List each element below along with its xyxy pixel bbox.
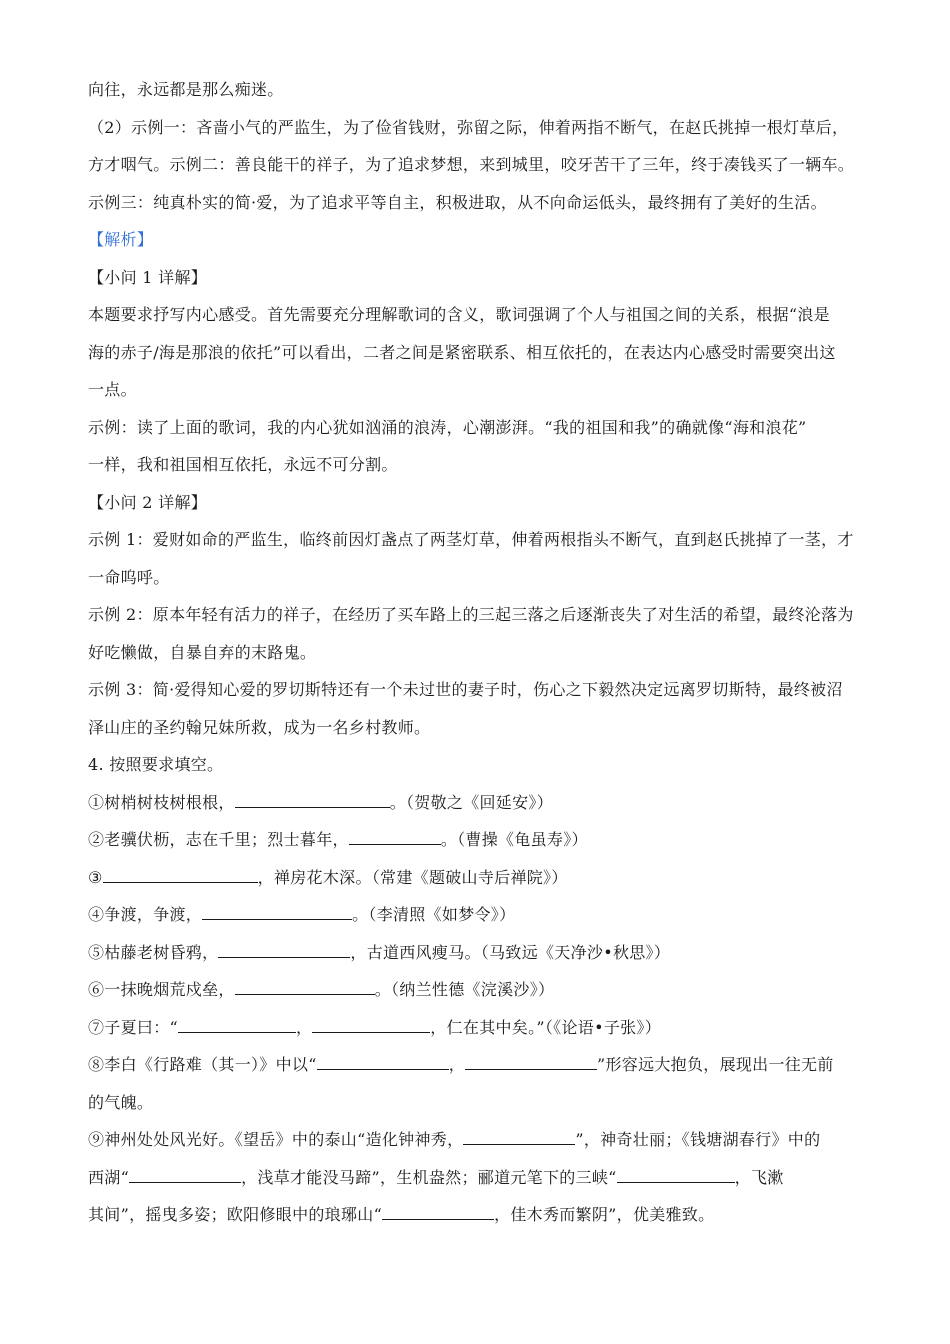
answer-blank[interactable] xyxy=(235,793,390,808)
answer-blank[interactable] xyxy=(178,1018,296,1033)
answer-blank[interactable] xyxy=(202,905,352,920)
text-line: 一样，我和祖国相互依托，永远不可分割。 xyxy=(88,455,398,474)
answer-blank[interactable] xyxy=(317,1055,449,1070)
fill-item-4: ④争渡，争渡， 。（李清照《如梦令》） xyxy=(88,905,516,924)
fill-item-9-cont: 其间”，摇曳多姿；欧阳修眼中的琅琊山“ ，佳木秀而繁阴”，优美雅致。 xyxy=(88,1205,715,1224)
answer-blank[interactable] xyxy=(312,1018,430,1033)
fill-item-5: ⑤枯藤老树昏鸦， ，古道西风瘦马。（马致远《天净沙•秋思》） xyxy=(88,943,671,962)
text-line: 泽山庄的圣约翰兄妹所救，成为一名乡村教师。 xyxy=(88,718,431,737)
text-line: 一点。 xyxy=(88,380,137,399)
text-line: 示例 3：简·爱得知心爱的罗切斯特还有一个未过世的妻子时，伤心之下毅然决定远离罗切斯特，最终被沼 xyxy=(88,680,843,699)
text-line: 好吃懒做，自暴自弃的末路鬼。 xyxy=(88,643,317,662)
text-line: 示例 1：爱财如命的严监生，临终前因灯盏点了两茎灯草，伸着两根指头不断气，直到赵氏挑掉了一茎，才 xyxy=(88,530,854,549)
text-line: 海的赤子/海是那浪的依托”可以看出，二者之间是紧密联系、相互依托的，在表达内心感受时需要突出这 xyxy=(88,343,836,362)
subquestion-heading: 【小问 2 详解】 xyxy=(88,493,208,512)
fill-item-7: ⑦子夏曰：“ ， ，仁在其中矣。”（《论语•子张》） xyxy=(88,1018,662,1037)
fill-item-3: ③ ，禅房花木深。（常建《题破山寺后禅院》） xyxy=(88,868,568,887)
fill-item-8: ⑧李白《行路难（其一）》中以“ ， ”形容远大抱负，展现出一往无前 xyxy=(88,1055,834,1074)
answer-blank[interactable] xyxy=(103,868,258,883)
answer-blank[interactable] xyxy=(382,1205,494,1220)
answer-blank[interactable] xyxy=(463,1130,575,1145)
fill-item-2: ②老骥伏枥，志在千里；烈士暮年， 。（曹操《龟虽寿》） xyxy=(88,830,588,849)
text-line: 示例三：纯真朴实的简·爱，为了追求平等自主，积极进取，从不向命运低头，最终拥有了美好的生活。 xyxy=(88,193,827,212)
text-line: 一命呜呼。 xyxy=(88,568,170,587)
question-heading: 4. 按照要求填空。 xyxy=(88,755,224,774)
fill-item-9: ⑨神州处处风光好。《望岳》中的泰山“造化钟神秀， ”，神奇壮丽；《钱塘湖春行》中的 xyxy=(88,1130,821,1149)
answer-blank[interactable] xyxy=(129,1168,241,1183)
fill-item-1: ①树梢树枝树根根， 。（贺敬之《回延安》） xyxy=(88,793,554,812)
analysis-heading: 【解析】 xyxy=(88,230,154,249)
text-line: 的气魄。 xyxy=(88,1093,154,1112)
fill-item-9-cont: 西湖“ ，浅草才能没马蹄”，生机盎然；郦道元笔下的三峡“ ，飞漱 xyxy=(88,1168,784,1187)
text-line: 向往，永远都是那么痴迷。 xyxy=(88,80,284,99)
text-line: 方才咽气。示例二：善良能干的祥子，为了追求梦想，来到城里，咬牙苦干了三年，终于凑钱买了一辆车。 xyxy=(88,155,855,174)
text-line: 示例：读了上面的歌词，我的内心犹如汹涌的浪涛，心潮澎湃。“我的祖国和我”的确就像“海和浪花” xyxy=(88,418,807,437)
subquestion-heading: 【小问 1 详解】 xyxy=(88,268,208,287)
text-line: 示例 2：原本年轻有活力的祥子，在经历了买车路上的三起三落之后逐渐丧失了对生活的希望，最终沦落为 xyxy=(88,605,854,624)
answer-blank[interactable] xyxy=(617,1168,735,1183)
text-line: （2）示例一：吝啬小气的严监生，为了俭省钱财，弥留之际，伸着两指不断气，在赵氏挑掉一根灯草后， xyxy=(88,118,849,137)
answer-blank[interactable] xyxy=(235,980,375,995)
answer-blank[interactable] xyxy=(465,1055,597,1070)
answer-blank[interactable] xyxy=(349,830,441,845)
text-line: 本题要求抒写内心感受。首先需要充分理解歌词的含义，歌词强调了个人与祖国之间的关系，根据“浪是 xyxy=(88,305,830,324)
answer-blank[interactable] xyxy=(218,943,350,958)
fill-item-6: ⑥一抹晚烟荒戍垒， 。（纳兰性德《浣溪沙》） xyxy=(88,980,555,999)
